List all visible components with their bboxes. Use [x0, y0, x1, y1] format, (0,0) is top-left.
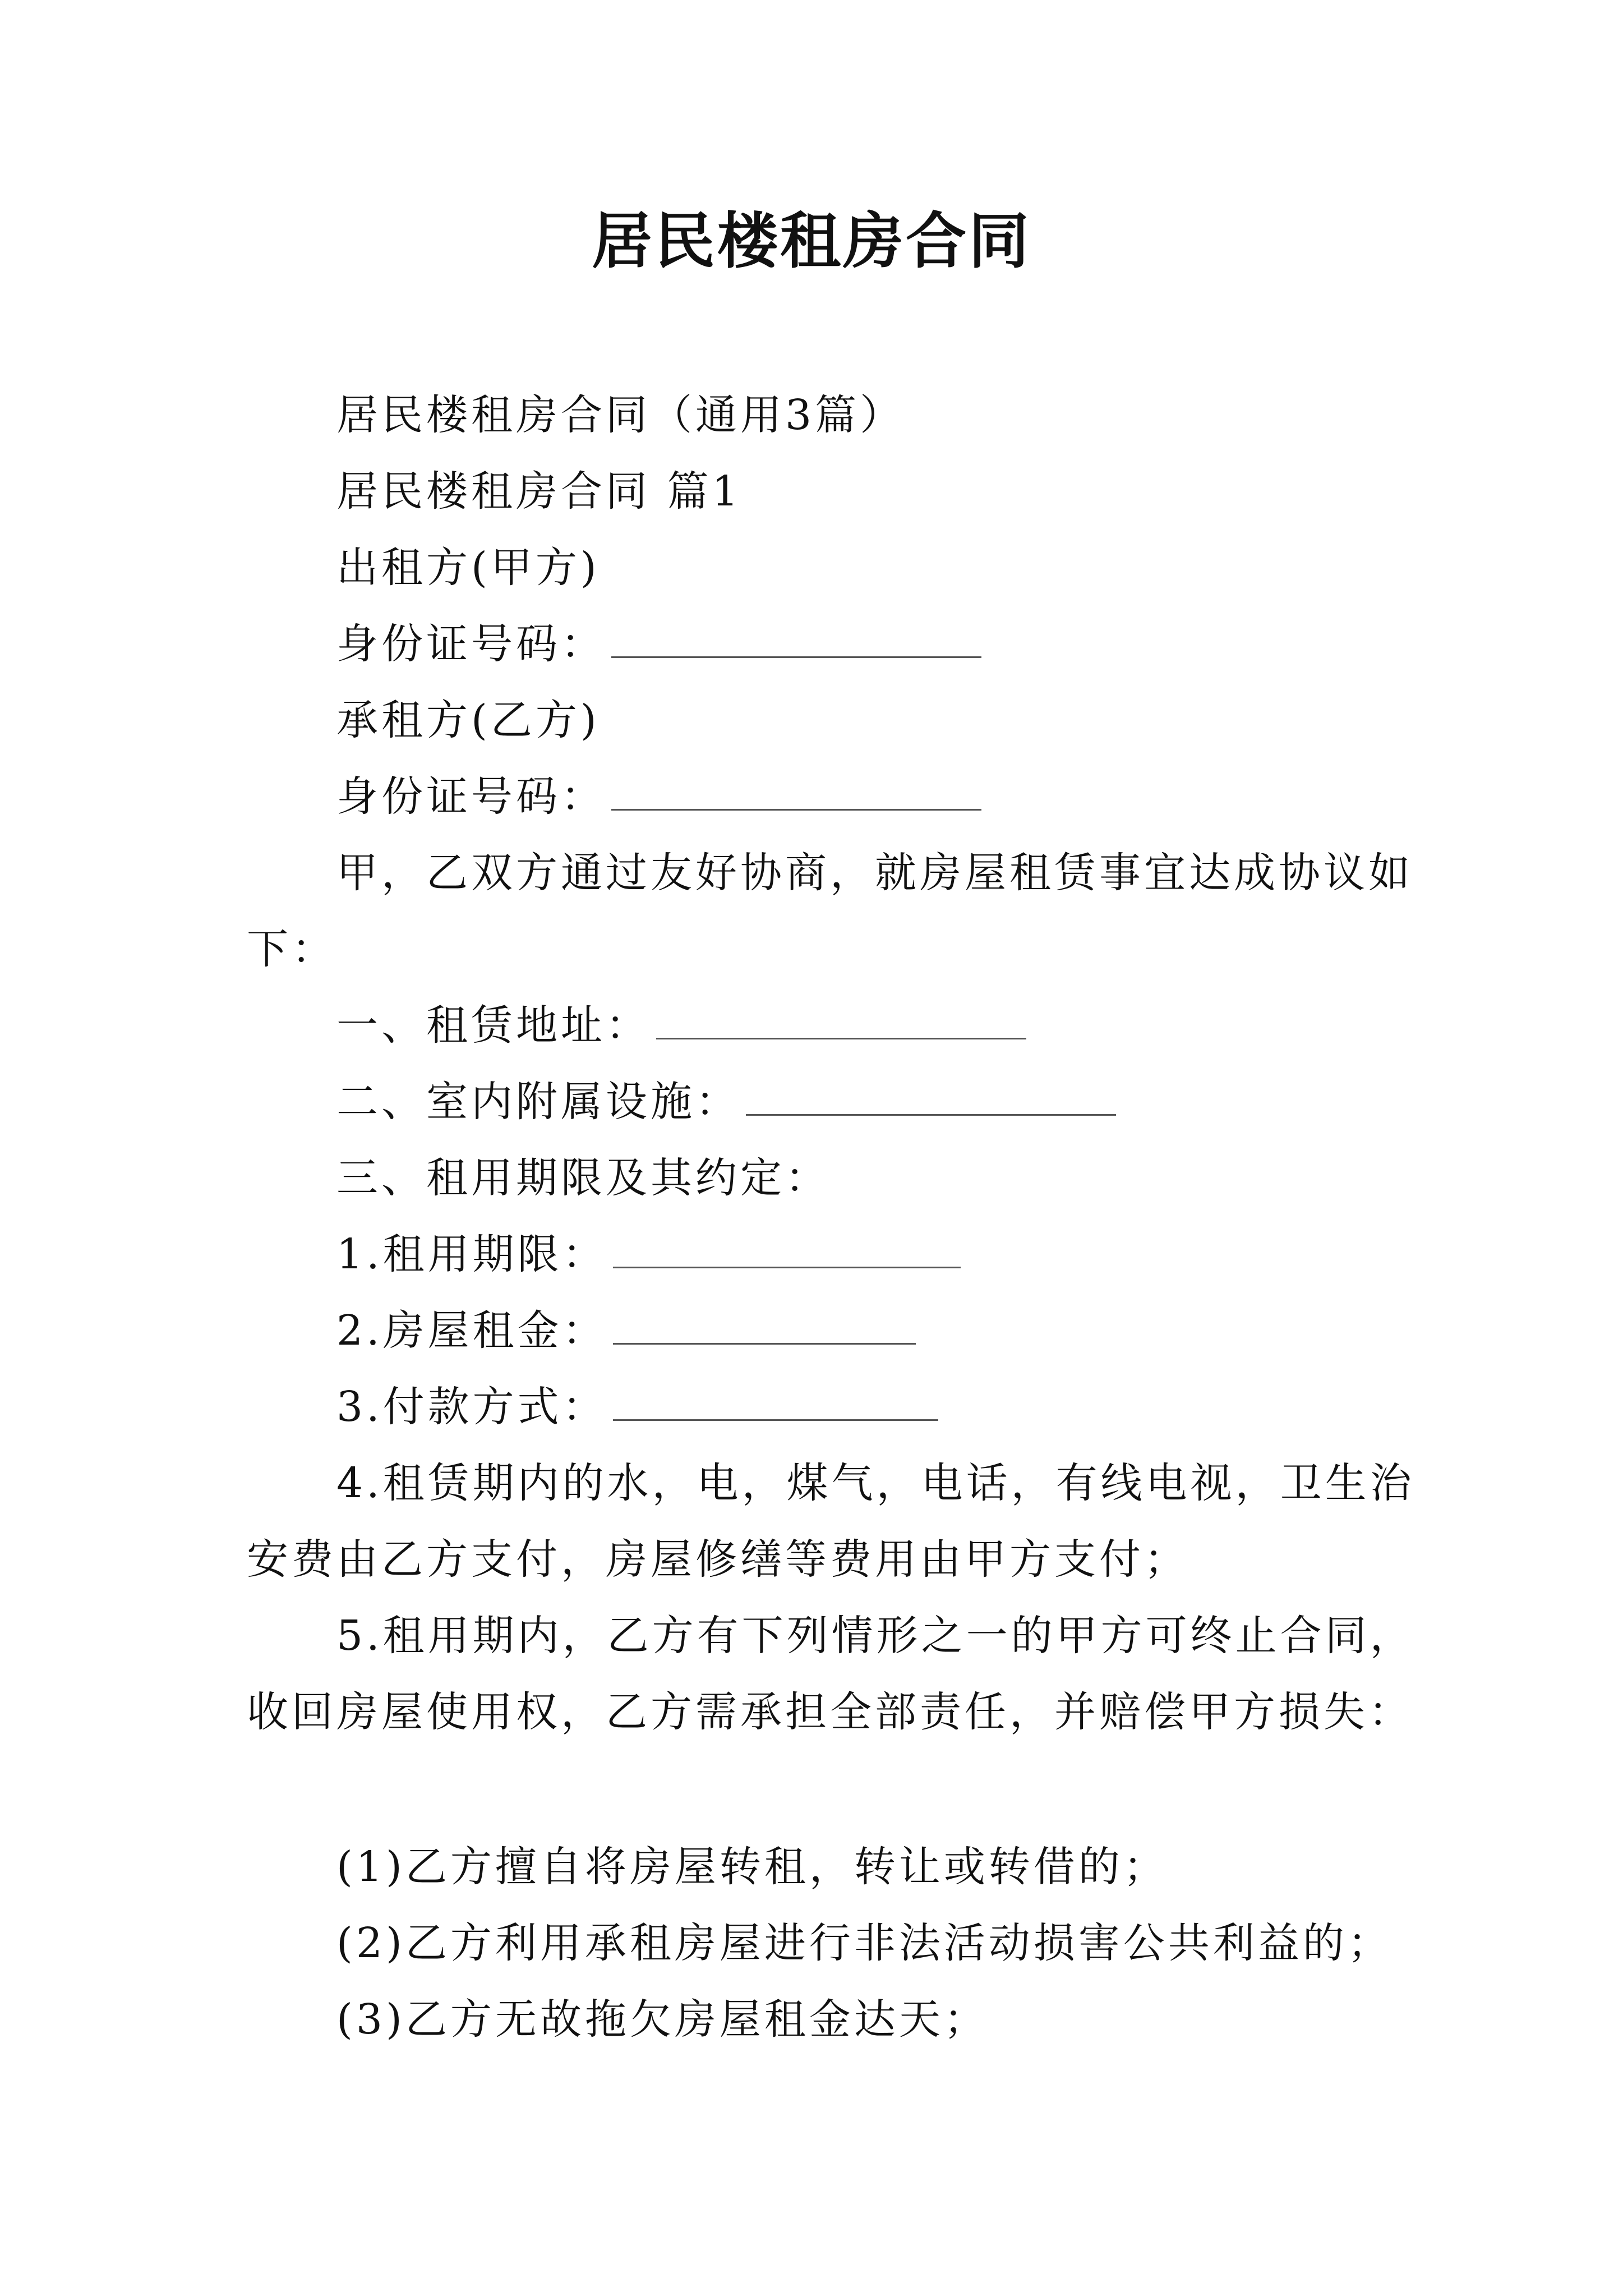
rent-blank[interactable] [613, 1309, 916, 1345]
payment-row [336, 1379, 938, 1435]
term-blank[interactable] [613, 1233, 961, 1268]
lessor-id-blank[interactable] [611, 623, 981, 658]
lessor-id-label: 身份证号码： [336, 620, 606, 668]
case-2: (2)乙方利用承租房屋进行非法活动损害公共利益的； [336, 1919, 1393, 1967]
lessor-id-row [336, 616, 981, 672]
term-row [336, 1226, 961, 1282]
rent-row [336, 1303, 916, 1359]
payment-label: 3.付款方式： [336, 1383, 607, 1431]
lessee-id-blank[interactable] [611, 775, 981, 811]
item5-line-2: 收回房屋使用权，乙方需承担全部责任，并赔偿甲方损失： [247, 1688, 1413, 1736]
lessor-line: 出租方(甲方) [336, 544, 600, 592]
payment-blank[interactable] [613, 1386, 938, 1421]
intro-line-2: 下： [247, 925, 336, 973]
term-heading: 三、租用期限及其约定： [336, 1154, 830, 1202]
collection-title: 居民楼租房合同（通用3篇） [336, 391, 905, 439]
lessee-id-row [336, 769, 981, 825]
address-row [336, 997, 1026, 1053]
facilities-row [336, 1074, 1116, 1130]
lessee-line: 承租方(乙方) [336, 696, 600, 744]
part-heading: 居民楼租房合同 篇1 [336, 467, 742, 516]
case-1: (1)乙方擅自将房屋转租，转让或转借的； [336, 1843, 1168, 1891]
address-label: 一、租赁地址： [336, 1001, 651, 1050]
facilities-blank[interactable] [746, 1080, 1116, 1116]
document-title: 居民楼租房合同 [591, 206, 1031, 277]
item4-line-2: 安费由乙方支付，房屋修缮等费用由甲方支付； [247, 1535, 1189, 1584]
case-3: (3)乙方无故拖欠房屋租金达天； [336, 1995, 989, 2044]
term-label: 1.租用期限： [336, 1230, 607, 1278]
rent-label: 2.房屋租金： [336, 1306, 607, 1355]
lessee-id-label: 身份证号码： [336, 772, 606, 821]
item4-line-1: 4.租赁期内的水，电，煤气，电话，有线电视，卫生治 [336, 1459, 1415, 1507]
item5-line-1: 5.租用期内，乙方有下列情形之一的甲方可终止合同， [336, 1612, 1415, 1660]
intro-line-1: 甲，乙双方通过友好协商，就房屋租赁事宜达成协议如 [336, 849, 1413, 897]
address-blank[interactable] [656, 1004, 1026, 1039]
facilities-label: 二、室内附属设施： [336, 1078, 740, 1126]
